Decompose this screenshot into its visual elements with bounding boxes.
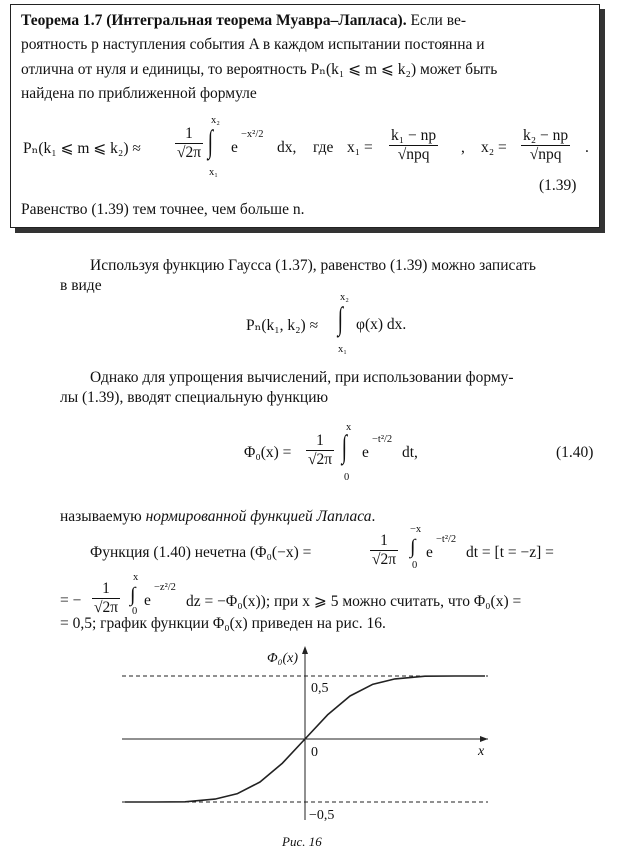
theorem-box: Теорема 1.7 (Интегральная теорема Муавра–Лапласа). Если ве- роятность p наступления события A в каждом испытании постоянна и отлична от нуля и единицы, то вероятность Pₙ(k₁ ⩽ m ⩽ k₂) может быть найдена по приближенной формуле Pₙ(k₁ ⩽ m ⩽ k₂) ≈ $\frac{1}{√2\pi}$ x₂ ∫ x₁ e −x²/2 dx, где x₁ = $\frac{\text{k₁ − np}}{\text{√npq}}$ , x₂ = $\frac{\text{k₂ − np}}{\text{√npq}}$ . (1.39) Равенство (1.39) тем точнее, чем больше n.	[10, 4, 600, 228]
para2-line1: Однако для упрощения вычислений, при использовании форму-	[90, 369, 514, 386]
x2-denominator: √npq	[529, 146, 562, 163]
para4-frac1-denominator: √2π	[372, 551, 397, 568]
para4-int1-sign: ∫	[410, 536, 416, 558]
integral-lower-limit: x₁	[209, 167, 218, 178]
para4-int2-lower: 0	[132, 606, 138, 617]
where-word: где	[313, 139, 334, 156]
theorem-frac	[175, 125, 203, 162]
frac-numerator: 1	[175, 125, 203, 144]
para4-int2-sign: ∫	[130, 584, 136, 606]
para4-exp2-power: −z²/2	[154, 582, 176, 593]
para3-emphasis: нормированной функцией Лапласа	[145, 508, 372, 525]
x2-numerator: k₂ − np	[523, 127, 569, 144]
x1-frac	[389, 127, 438, 164]
exp-base: e	[231, 139, 238, 156]
para2-exp-base: e	[362, 444, 369, 461]
integral-upper-limit: x₂	[211, 115, 220, 126]
para2-frac-numerator: 1	[306, 432, 334, 451]
para1-int-upper: x₂	[340, 292, 349, 303]
para4-line2-b: dz = −Φ₀(x)); при x ⩾ 5 можно считать, что Φ₀(x) =	[186, 593, 522, 610]
theorem-formula-lhs: Pₙ(k₁ ⩽ m ⩽ k₂) ≈	[23, 140, 141, 157]
para2-frac-denominator: √2π	[308, 451, 333, 468]
para3-prefix: называемую	[60, 508, 146, 525]
integral-sign: ∫	[207, 123, 214, 159]
para4-line1-a: Функция (1.40) нечетна (Φ₀(−x) =	[90, 544, 312, 561]
theorem-line-4: найдена по приближенной формуле	[21, 85, 257, 102]
x2-frac	[521, 127, 570, 164]
para2-exp-power: −t²/2	[372, 434, 393, 445]
para4-int2-upper: x	[133, 572, 139, 583]
theorem-line-1	[21, 11, 466, 31]
differential: dx,	[277, 139, 297, 156]
x-axis-label: x	[478, 744, 485, 759]
para1-line2: в виде	[60, 277, 102, 294]
theorem-footer: Равенство (1.39) тем точнее, чем больше n.	[21, 201, 305, 218]
para4-frac2-denominator: √2π	[94, 599, 119, 616]
para2-int-lower: 0	[344, 472, 350, 483]
theorem-line1-tail: Если ве-	[410, 12, 466, 29]
para2-int-upper: x	[346, 422, 352, 433]
para2-line2: лы (1.39), вводят специальную функцию	[60, 389, 329, 406]
y-axis-arrow	[302, 646, 308, 654]
para3-suffix: .	[371, 508, 376, 525]
exp-power: −x²/2	[241, 129, 264, 140]
tick-label-pos: 0,5	[311, 681, 329, 696]
tick-label-neg: −0,5	[309, 808, 335, 823]
origin-label: 0	[311, 745, 318, 760]
para2-differential: dt,	[402, 444, 418, 461]
x-axis-arrow	[480, 736, 488, 742]
para4-exp1-power: −t²/2	[436, 534, 457, 545]
theorem-line-3: отлична от нуля и единицы, то вероятность Pₙ(k₁ ⩽ m ⩽ k₂) может быть	[21, 61, 498, 78]
para4-exp2-base: e	[144, 592, 151, 609]
laplace-function-chart	[100, 640, 520, 830]
para1-integral-sign: ∫	[337, 300, 344, 336]
x1-numerator: k₁ − np	[391, 127, 437, 144]
para4-int1-lower: 0	[412, 560, 418, 571]
para4-frac2-numerator: 1	[92, 580, 120, 599]
x1-denominator: √npq	[397, 146, 430, 163]
x2-lhs: x₂ =	[481, 139, 507, 156]
para2-frac	[306, 432, 334, 469]
equation-number-140: (1.40)	[556, 444, 594, 461]
theorem-line-2: роятность p наступления события A в каждом испытании постоянна и	[21, 36, 485, 53]
para4-frac1-numerator: 1	[370, 532, 398, 551]
theorem-title: Теорема 1.7 (Интегральная теорема Муавра–Лапласа).	[21, 12, 407, 29]
para4-line2-a: = −	[60, 592, 82, 609]
para2-integral-sign: ∫	[341, 428, 348, 464]
para2-formula-lhs: Φ₀(x) =	[244, 444, 292, 461]
x1-lhs: x₁ =	[347, 139, 373, 156]
para4-frac-1	[370, 532, 398, 569]
equation-number-139: (1.39)	[539, 177, 577, 194]
para4-line1-b: dt = [t = −z] =	[466, 544, 554, 561]
para4-frac-2	[92, 580, 120, 617]
para1-formula-lhs: Pₙ(k₁, k₂) ≈	[246, 317, 319, 334]
para4-int1-upper: −x	[410, 524, 422, 535]
para1-int-lower: x₁	[338, 344, 347, 355]
frac-denominator: √2π	[177, 144, 202, 161]
para1-line1: Используя функцию Гаусса (1.37), равенство (1.39) можно записать	[90, 257, 536, 274]
figure-caption: Рис. 16	[282, 834, 322, 849]
para4-exp1-base: e	[426, 544, 433, 561]
y-axis-label: Φ₀(x)	[267, 651, 299, 666]
para4-line3: = 0,5; график функции Φ₀(x) приведен на рис. 16.	[60, 615, 386, 632]
para3-line	[60, 507, 375, 527]
para1-integrand: φ(x) dx.	[356, 316, 407, 333]
